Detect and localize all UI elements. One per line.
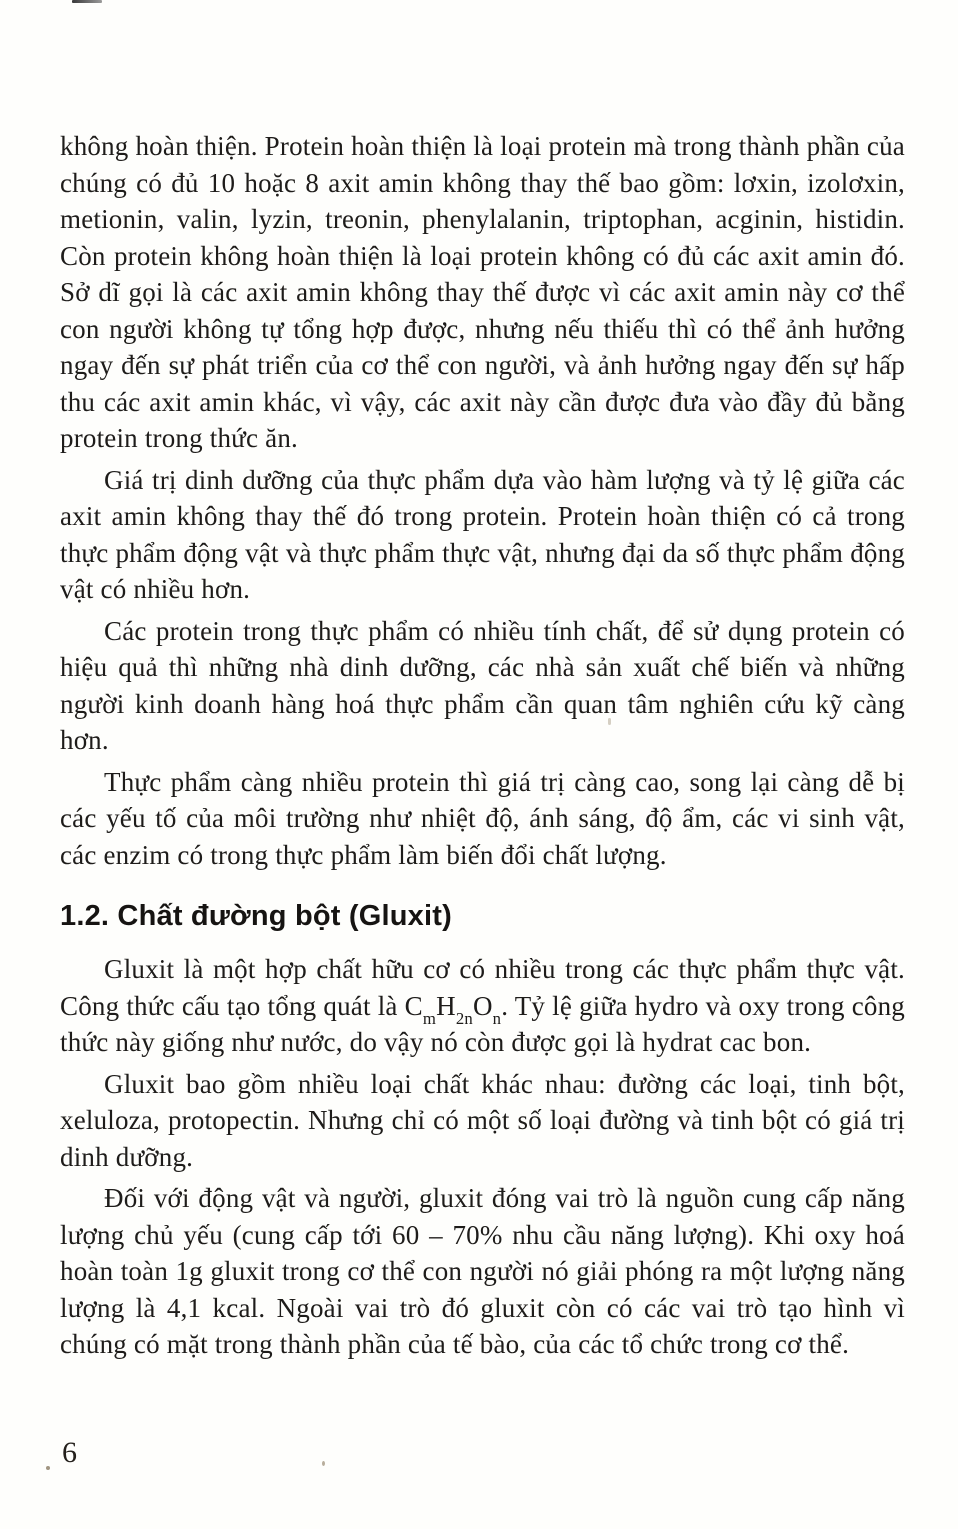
gluxit-intro-text-after: . Tỷ lệ giữa hydro và oxy trong công thức này giống như nước, do vậy nó còn được gọi là hydrat cac bon. [60, 990, 905, 1057]
page-text-block [60, 128, 905, 1368]
paragraph-gluxit-role: Đối với động vật và người, gluxit đóng vai trò là nguồn cung cấp năng lượng chủ yếu (cung cấp tới 60 – 70% nhu cầu năng lượng). Khi oxy hoá hoàn toàn 1g gluxit trong cơ thể con người nó giải phóng ra một lượng năng lượng là 4,1 kcal. Ngoài vai trò đó gluxit còn có các vai trò tạo hình vì chúng có mặt trong thành phần của tế bào, của các tổ chức trong cơ thể. [60, 1183, 905, 1359]
paragraph-protein-degradation: Thực phẩm càng nhiều protein thì giá trị càng cao, song lại càng dễ bị các yếu tố của môi trường như nhiệt độ, ánh sáng, độ ẩm, các vi sinh vật, các enzim có trong thực phẩm làm biến đổi chất lượng. [60, 766, 905, 870]
formula-oxygen: O [472, 990, 493, 1021]
paragraph-gluxit-types: Gluxit bao gồm nhiều loại chất khác nhau: đường các loại, tinh bột, xeluloza, protopectin. Nhưng chỉ có một số loại đường và tinh bột có giá trị dinh dưỡng. [60, 1068, 905, 1172]
paragraph-protein-nutrition-value: Giá trị dinh dưỡng của thực phẩm dựa vào hàm lượng và tỷ lệ giữa các axit amin không thay thế đó trong protein. Protein hoàn thiện có cả trong thực phẩm động vật và thực phẩm thực vật, nhưng đại da số thực phẩm động vật có nhiều hơn. [60, 464, 905, 604]
formula-subscript-2n: 2n [455, 1008, 473, 1028]
formula-subscript-m: m [422, 1008, 437, 1028]
formula-carbon: C [404, 990, 423, 1021]
formula-subscript-n: n [492, 1008, 502, 1028]
formula-hydrogen: H [436, 990, 456, 1021]
scan-speck [322, 1461, 325, 1466]
paragraph-protein-properties: Các protein trong thực phẩm có nhiều tính chất, để sử dụng protein có hiệu quả thì những nhà dinh dưỡng, các nhà sản xuất chế biến và những người kinh doanh hàng hoá thực phẩm cần quan tâm nghiên cứu kỹ càng hơn. [60, 615, 905, 755]
scan-speck [46, 1466, 50, 1470]
scan-artifact-top-dash [72, 0, 102, 3]
section-heading-gluxit: 1.2. Chất đường bột (Gluxit) [60, 900, 452, 932]
scan-speck [608, 718, 611, 725]
page-number: 6 [62, 1436, 77, 1469]
gluxit-intro-text-before: Gluxit là một hợp chất hữu cơ có nhiều trong các thực phẩm thực vật. Công thức cấu tạo tổng quát là [60, 954, 905, 1021]
continuation-paragraph: không hoàn thiện. Protein hoàn thiện là loại protein mà trong thành phần của chúng có đủ 10 hoặc 8 axit amin không thay thế bao gồm: lơxin, izolơxin, metionin, valin, lyzin, treonin, phenylalanin, triptophan, acginin, histidin. Còn protein không hoàn thiện là loại protein không có đủ các axit amin đó. Sở dĩ gọi là các axit amin không thay thế được vì các axit amin này cơ thể con người không tự tổng hợp được, nhưng nếu thiếu thì có thể ảnh hưởng ngay đến sự phát triển của cơ thể con người, và ảnh hưởng ngay đến sự hấp thu các axit amin khác, vì vậy, các axit này cần được đưa vào đầy đủ bằng protein trong thức ăn. [60, 131, 905, 453]
paragraph-gluxit-intro [60, 951, 905, 1061]
